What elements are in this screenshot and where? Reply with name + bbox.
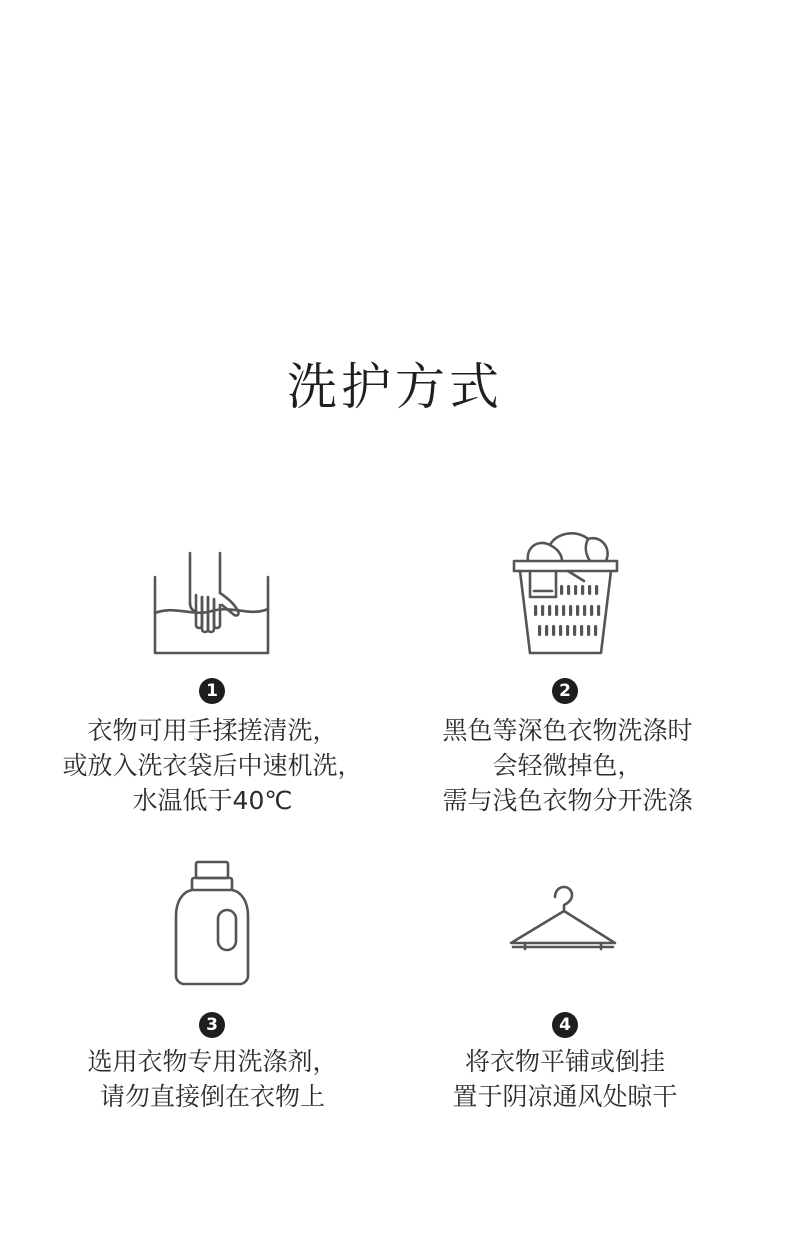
step-number-badge: 1: [199, 678, 225, 704]
description-line: 置于阴凉通风处晾干: [452, 1082, 678, 1111]
description-line: 请勿直接倒在衣物上: [99, 1082, 325, 1111]
description-line: 或放入洗衣袋后中速机洗，: [62, 751, 363, 780]
care-description: [0, 713, 425, 818]
description-line: 水温低于40℃: [132, 786, 293, 815]
care-description: [395, 713, 740, 818]
hanger-icon: [505, 883, 623, 955]
care-description: [395, 1044, 735, 1114]
description-line: 黑色等深色衣物洗涤时: [442, 716, 693, 745]
step-number-badge: 2: [552, 678, 578, 704]
hand-wash-icon: [150, 545, 275, 660]
description-line: 衣物可用手揉搓清洗，: [87, 716, 338, 745]
description-line: 选用衣物专用洗涤剂，: [87, 1047, 338, 1076]
step-number-badge: 3: [199, 1012, 225, 1038]
description-line: 会轻微掉色，: [492, 751, 643, 780]
description-line: 将衣物平铺或倒挂: [464, 1047, 665, 1076]
page-title: 洗护方式: [287, 358, 503, 416]
step-number-badge: 4: [552, 1012, 578, 1038]
detergent-bottle-icon: [172, 858, 252, 988]
laundry-basket-icon: [508, 525, 623, 660]
care-description: [20, 1044, 405, 1114]
description-line: 需与浅色衣物分开洗涤: [442, 786, 693, 815]
